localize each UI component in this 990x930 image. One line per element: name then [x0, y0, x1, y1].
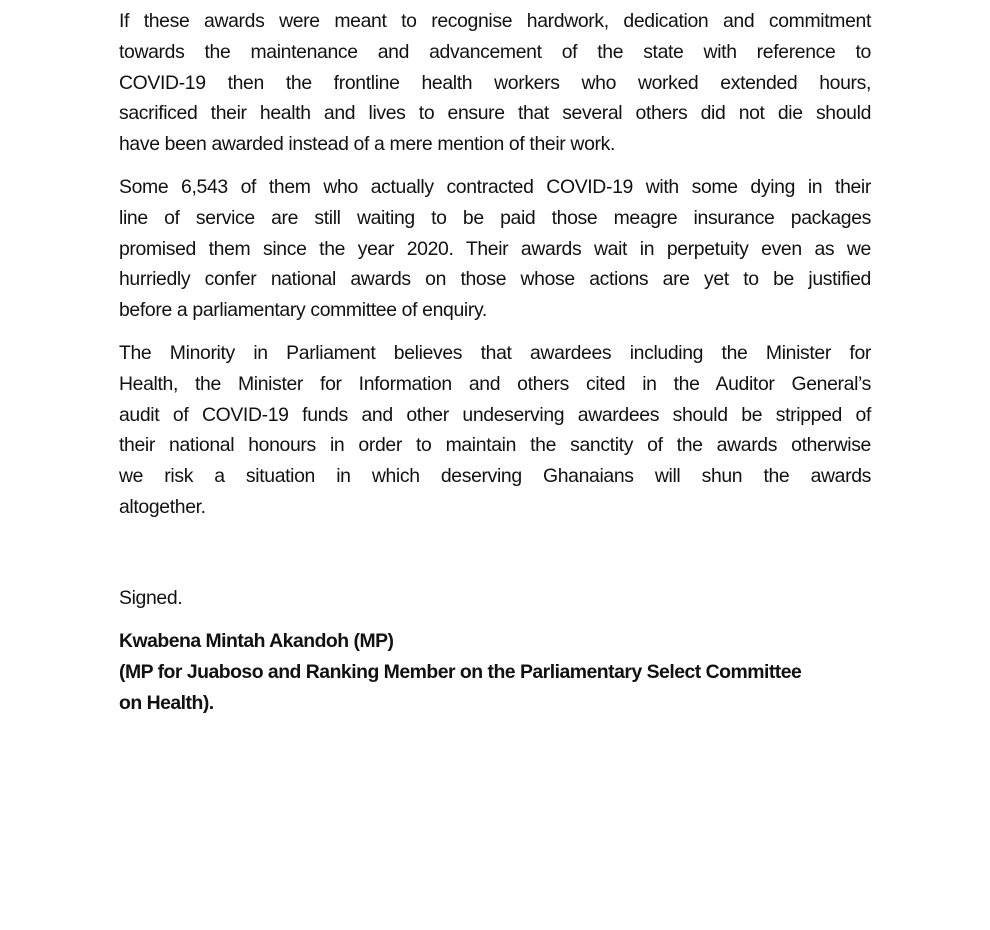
text-line: towards the maintenance and advancement of the state with reference to [119, 40, 871, 63]
signature-block [119, 626, 871, 718]
signatory-title-line: (MP for Juaboso and Ranking Member on the Parliamentary Select Committee [119, 660, 802, 683]
text-line: If these awards were meant to recognise hardwork, dedication and commitment [119, 10, 871, 32]
paragraph-minority-position [119, 338, 871, 523]
text-line: altogether. [119, 495, 206, 518]
signatory-title-line: on Health). [119, 691, 214, 714]
text-line: have been awarded instead of a mere mention of their work. [119, 133, 616, 156]
document-body [119, 6, 871, 535]
text-line: their national honours in order to maintain the sanctity of the awards otherwise [119, 434, 871, 457]
paragraph-health-workers [119, 172, 871, 326]
text-line: Health, the Minister for Information and others cited in the Auditor General’s [119, 372, 871, 395]
text-line: Some 6,543 of them who actually contracted COVID-19 with some dying in their [119, 175, 871, 198]
text-line: audit of COVID-19 funds and other undeserving awardees should be stripped of [119, 403, 871, 426]
signatory-name: Kwabena Mintah Akandoh (MP) [119, 630, 394, 652]
text-line: line of service are still waiting to be paid those meagre insurance packages [119, 206, 871, 229]
text-line: promised them since the year 2020. Their awards wait in perpetuity even as we [119, 237, 871, 260]
text-line: COVID-19 then the frontline health workers who worked extended hours, [119, 71, 871, 94]
text-line: sacrificed their health and lives to ensure that several others did not die should [119, 102, 871, 125]
text-line: before a parliamentary committee of enquiry. [119, 299, 487, 322]
text-line: The Minority in Parliament believes that awardees including the Minister for [119, 341, 871, 364]
signed-label: Signed. [119, 587, 183, 609]
text-line: hurriedly confer national awards on those whose actions are yet to be justified [119, 268, 871, 291]
text-line: we risk a situation in which deserving Ghanaians will shun the awards [119, 465, 871, 488]
paragraph-awards-recognition [119, 6, 871, 160]
